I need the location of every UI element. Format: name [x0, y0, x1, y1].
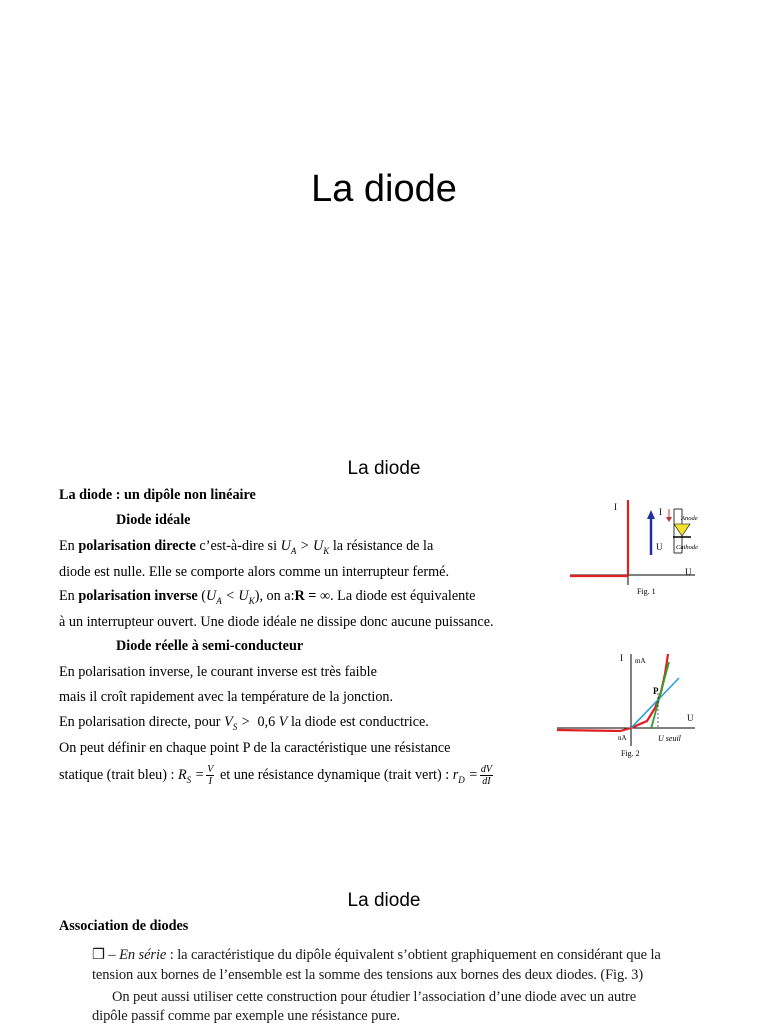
series-association-line-2: tension aux bornes de l’ensemble est la somme des tensions aux bornes des deux diodes. (Fig. 3) [92, 967, 644, 983]
fig2-caption: Fig. 2 [621, 749, 640, 758]
fig2-axis-i: I [620, 653, 623, 663]
slide2-title: La diode [347, 890, 421, 911]
fig2-unit-na: nA [618, 734, 627, 742]
figure-1-ideal-diode [565, 495, 745, 600]
paragraph-direct-bias: En polarisation directe c’est-à-dire si $U_A > U_K$ la résistance de la [59, 538, 434, 556]
fig1-label-i: I [659, 507, 662, 517]
series-association-line-1: ❒ – En série : la caractéristique du dipôle équivalent s’obtient graphiquement en considérant que la [92, 947, 661, 963]
fig2-useuil: U seuil [658, 734, 681, 743]
paragraph-point-p: On peut définir en chaque point P de la caractéristique une résistance [59, 740, 451, 756]
slide1-title: La diode [347, 458, 421, 479]
bullet-square-icon: ❒ [92, 947, 105, 963]
fig1-caption: Fig. 1 [637, 587, 656, 596]
fig2-axis-u: U [687, 713, 694, 723]
main-title: La diode [311, 168, 457, 210]
section-real-diode: Diode réelle à semi-conducteur [116, 638, 304, 654]
paragraph-open-switch: à un interrupteur ouvert. Une diode idéale ne dissipe donc aucune puissance. [59, 614, 494, 630]
slide2-subtitle: Association de diodes [59, 918, 189, 934]
series-association-line-3: On peut aussi utiliser cette construction pour étudier l’association d’une diode avec un autre [112, 989, 637, 1005]
fig1-anode-label: Anode [681, 515, 698, 522]
paragraph-reverse-bias: En polarisation inverse $(U_A < U_K)$, on a:R = ∞. La diode est équivalente [59, 588, 476, 606]
paragraph-closed-switch: diode est nulle. Elle se comporte alors comme un interrupteur fermé. [59, 564, 450, 580]
fig2-point-p: P [653, 686, 659, 696]
series-association-line-4: dipôle passif comme par exemple une résistance pure. [92, 1008, 401, 1024]
fig1-label-u: U [656, 542, 663, 552]
section-ideal-diode: Diode idéale [116, 512, 191, 528]
fig1-axis-u: U [685, 567, 692, 577]
paragraph-temperature: mais il croît rapidement avec la température de la jonction. [59, 689, 394, 705]
fig1-cathode-label: Cathode [676, 544, 699, 551]
fig2-unit-ma: mA [635, 657, 646, 665]
fig1-axis-i: I [614, 502, 617, 512]
paragraph-resistances: statique (trait bleu) : $R_S$ = $\frac{V}{I}$ et une résistance dynamique (trait vert) : $r_D$ = $\frac{dV}{dI}$ [59, 764, 493, 787]
paragraph-threshold: En polarisation directe, pour $V_S > 0,6$ V la diode est conductrice. [59, 714, 429, 732]
paragraph-reverse-current: En polarisation inverse, le courant inverse est très faible [59, 664, 377, 680]
slide1-subtitle: La diode : un dipôle non linéaire [59, 487, 256, 503]
diode-symbol-icon [674, 524, 690, 536]
figure-2-real-diode [555, 650, 745, 762]
